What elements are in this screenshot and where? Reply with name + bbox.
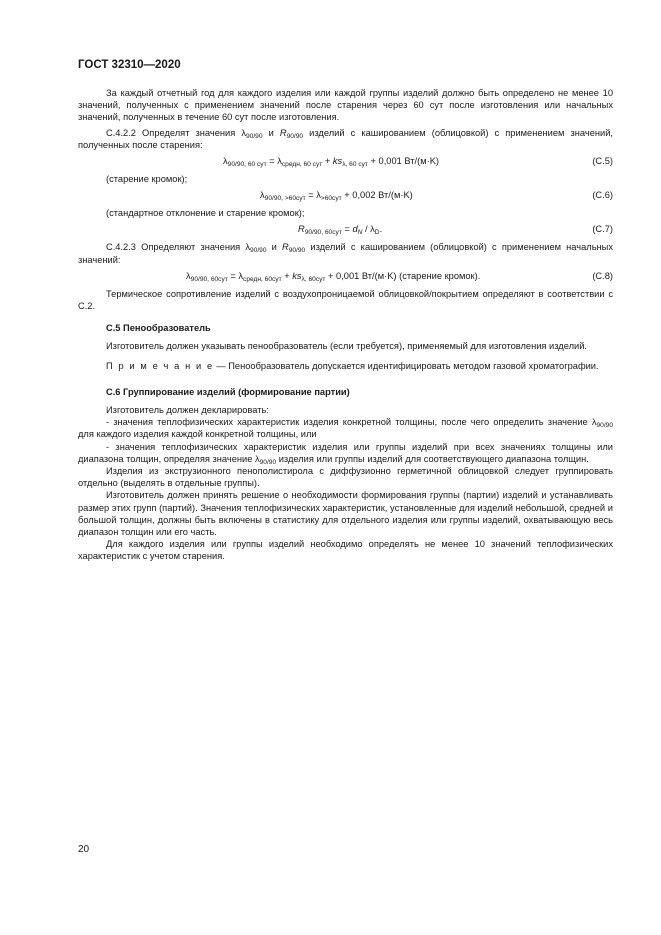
formula-c8-expression: $\lambda_{90/90, 60сут} = \lambda_{средн, 60сут} + ks_{\lambda, 60сут} + 0,001$ Вт/(м·K) (старение кромок). <box>186 270 481 283</box>
section-c5-title: С.5 Пенообразователь <box>106 323 211 334</box>
formula-c8 <box>78 270 613 284</box>
section-c6-dash-2: - значения теплофизических характеристик изделия или группы изделий при всех значениях толщины или диапазона толщин, определяя значение $\lambda_{90/90}$ изделия или группы изделий для соответствующего диапазона толщин. <box>78 441 613 466</box>
formula-c5 <box>78 155 613 169</box>
section-c5-note <box>78 360 613 372</box>
section-c6-declare: Изготовитель должен декларировать: <box>106 405 269 416</box>
thermal-resistance-paragraph: Термическое сопротивление изделий с воздухопроницаемой облицовкой/покрытием определяют в соответствии с С.2. <box>78 288 613 312</box>
formula-c6 <box>78 189 613 203</box>
formula-c5-number: (С.5) <box>592 156 613 167</box>
formula-c7-expression: $R_{90/90, 60сут} = d_N / \lambda_D$. <box>298 224 383 237</box>
formula-c6-number: (С.6) <box>592 190 613 201</box>
clause-c423: С.4.2.3 Определяют значения $\lambda_{90/90}$ и $R_{90/90}$ изделий с кашированием (облицовкой) с применением начальных значений: <box>78 242 614 265</box>
formula-c7 <box>78 223 613 237</box>
formula-c6-expression: $\lambda_{90/90, >60сут} = \lambda_{>60сут} + 0,002$ Вт/(м·K) <box>260 190 413 203</box>
section-c6-title: С.6 Группирование изделий (формирование партии) <box>106 386 350 397</box>
paragraph-annual-values: За каждый отчетный год для каждого изделия или каждой группы изделий должно быть определено не менее 10 значений, полученных с применением значений после старения через 60 сут после изготовления или начальных значений, полученных в течение 60 сут после изготовления. <box>78 88 613 123</box>
std-deviation-note: (стандартное отклонение и старение кромок); <box>106 208 305 219</box>
clause-c422: С.4.2.2 Определят значения $\lambda_{90/90}$ и $R_{90/90}$ изделий с кашированием (облицовкой) с применением значений, полученных после старения: <box>78 127 613 150</box>
section-c6-final: Для каждого изделия или группы изделий необходимо определять не менее 10 значений теплофизических характеристик с учетом старения. <box>78 539 613 562</box>
document-header: ГОСТ 32310—2020 <box>78 59 181 71</box>
section-c6-extruded: Изделия из экструзионного пенополистирола с диффузионно герметичной облицовкой следует группировать отдельно (выделять в отдельные группы). <box>78 466 613 489</box>
formula-c7-number: (С.7) <box>592 224 613 235</box>
note-text: — Пенообразователь допускается идентифицировать методом газовой хроматографии. <box>213 360 599 371</box>
edge-aging-note: (старение кромок); <box>106 174 188 185</box>
note-label: П р и м е ч а н и е <box>106 360 214 371</box>
page-body <box>78 87 613 563</box>
page-number: 20 <box>78 844 90 855</box>
formula-c5-expression: $\lambda_{90/90, 60 сут} = \lambda_{средн, 60 сут} + ks_{\lambda, 60 сут} + 0,001$ Вт/(м·K) <box>223 156 439 169</box>
section-c6-dash-1: - значения теплофизических характеристик изделия конкретной толщины, после чего определить значение $\lambda_{90/90}$ для каждого изделия каждой конкретной толщины, или <box>78 417 613 440</box>
formula-c8-number: (С.8) <box>592 270 613 281</box>
section-c5-text: Изготовитель должен указывать пенообразователь (если требуется), применяемый для изготовления изделий. <box>106 341 587 352</box>
section-c6-decision: Изготовитель должен принять решение о необходимости формирования группы (партии) изделий и устанавливать размер этих групп (партий). Значения теплофизических характеристик, установленные для изделий небольшой, средней и большой толщин, должны быть включены в статистику для отдельного изделия или группы изделий, охватывающую весь диапазон толщин или его часть. <box>78 490 613 538</box>
